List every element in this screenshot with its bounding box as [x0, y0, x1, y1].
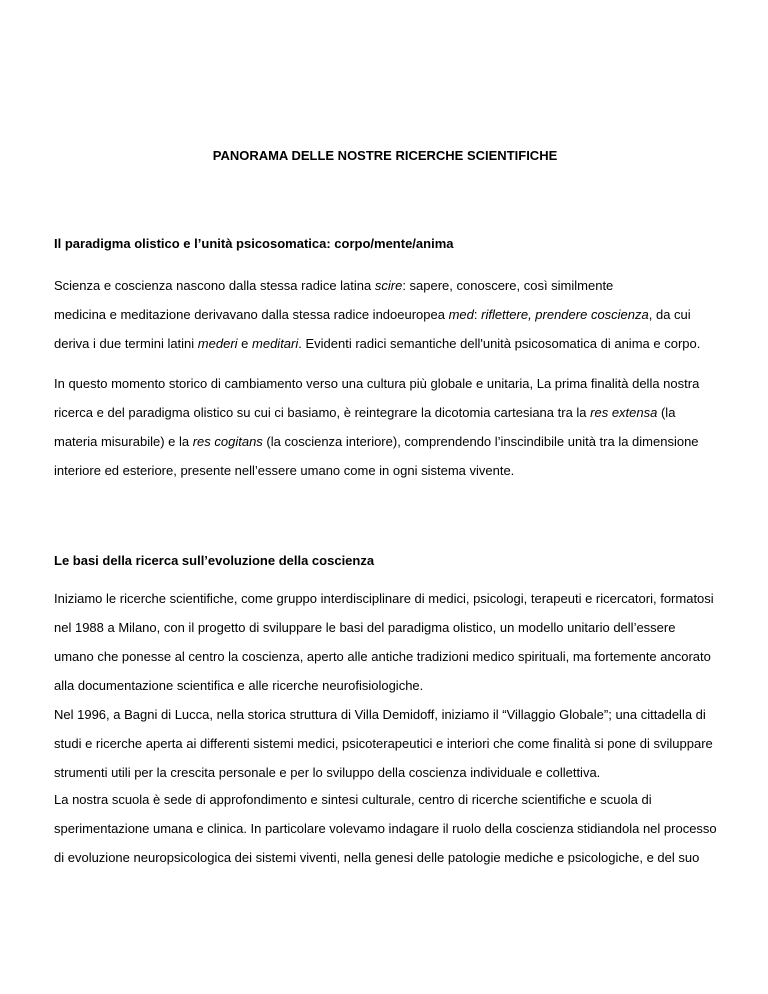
paragraph-school — [54, 785, 716, 872]
paragraph-line: In questo momento storico di cambiamento verso una cultura più globale e unitaria, La prima finalità della nostra — [54, 376, 700, 391]
paragraph-line: studi e ricerche aperta ai differenti sistemi medici, psicoterapeutici e interiori che come finalità si pone di sviluppare — [54, 736, 713, 751]
paragraph-cartesian — [54, 369, 716, 485]
paragraph-line: Nel 1996, a Bagni di Lucca, nella storica struttura di Villa Demidoff, iniziamo il “Villaggio Globale”; una cittadella di — [54, 707, 706, 722]
paragraph-line: Iniziamo le ricerche scientifiche, come gruppo interdisciplinare di medici, psicologi, terapeuti e ricercatori, formatosi — [54, 591, 714, 606]
paragraph-history — [54, 584, 716, 787]
paragraph-line: nel 1988 a Milano, con il progetto di sviluppare le basi del paradigma olistico, un modello unitario dell’essere — [54, 620, 676, 635]
paragraph-line: umano che ponesse al centro la coscienza, aperto alle antiche tradizioni medico spirituali, ma fortemente ancorato — [54, 649, 711, 664]
paragraph-etymology — [54, 271, 716, 358]
paragraph-line: alla documentazione scientifica e alle ricerche neurofisiologiche. — [54, 678, 424, 693]
paragraph-line: medicina e meditazione derivavano dalla stessa radice indoeuropea med: riflettere, prendere coscienza, da cui — [54, 307, 691, 322]
paragraph-line: deriva i due termini latini mederi e meditari. Evidenti radici semantiche dell'unità psicosomatica di anima e corpo. — [54, 336, 701, 351]
section-heading-basi: Le basi della ricerca sull’evoluzione della coscienza — [54, 553, 375, 568]
paragraph-line: di evoluzione neuropsicologica dei sistemi viventi, nella genesi delle patologie mediche e psicologiche, e del suo — [54, 850, 700, 865]
section-heading-paradigma: Il paradigma olistico e l’unità psicosomatica: corpo/mente/anima — [54, 236, 454, 251]
paragraph-line: sperimentazione umana e clinica. In particolare volevamo indagare il ruolo della coscienza stidiandola nel processo — [54, 821, 717, 836]
page-title: PANORAMA DELLE NOSTRE RICERCHE SCIENTIFICHE — [212, 148, 558, 163]
paragraph-line: ricerca e del paradigma olistico su cui ci basiamo, è reintegrare la dicotomia cartesiana tra la res extensa (la — [54, 405, 676, 420]
paragraph-line: strumenti utili per la crescita personale e per lo sviluppo della coscienza individuale e collettiva. — [54, 765, 601, 780]
paragraph-line: La nostra scuola è sede di approfondimento e sintesi culturale, centro di ricerche scientifiche e scuola di — [54, 792, 652, 807]
paragraph-line: Scienza e coscienza nascono dalla stessa radice latina scire: sapere, conoscere, così similmente — [54, 278, 614, 293]
paragraph-line: interiore ed esteriore, presente nell’essere umano come in ogni sistema vivente. — [54, 463, 515, 478]
paragraph-line: materia misurabile) e la res cogitans (la coscienza interiore), comprendendo l’inscindibile unità tra la dimensione — [54, 434, 699, 449]
